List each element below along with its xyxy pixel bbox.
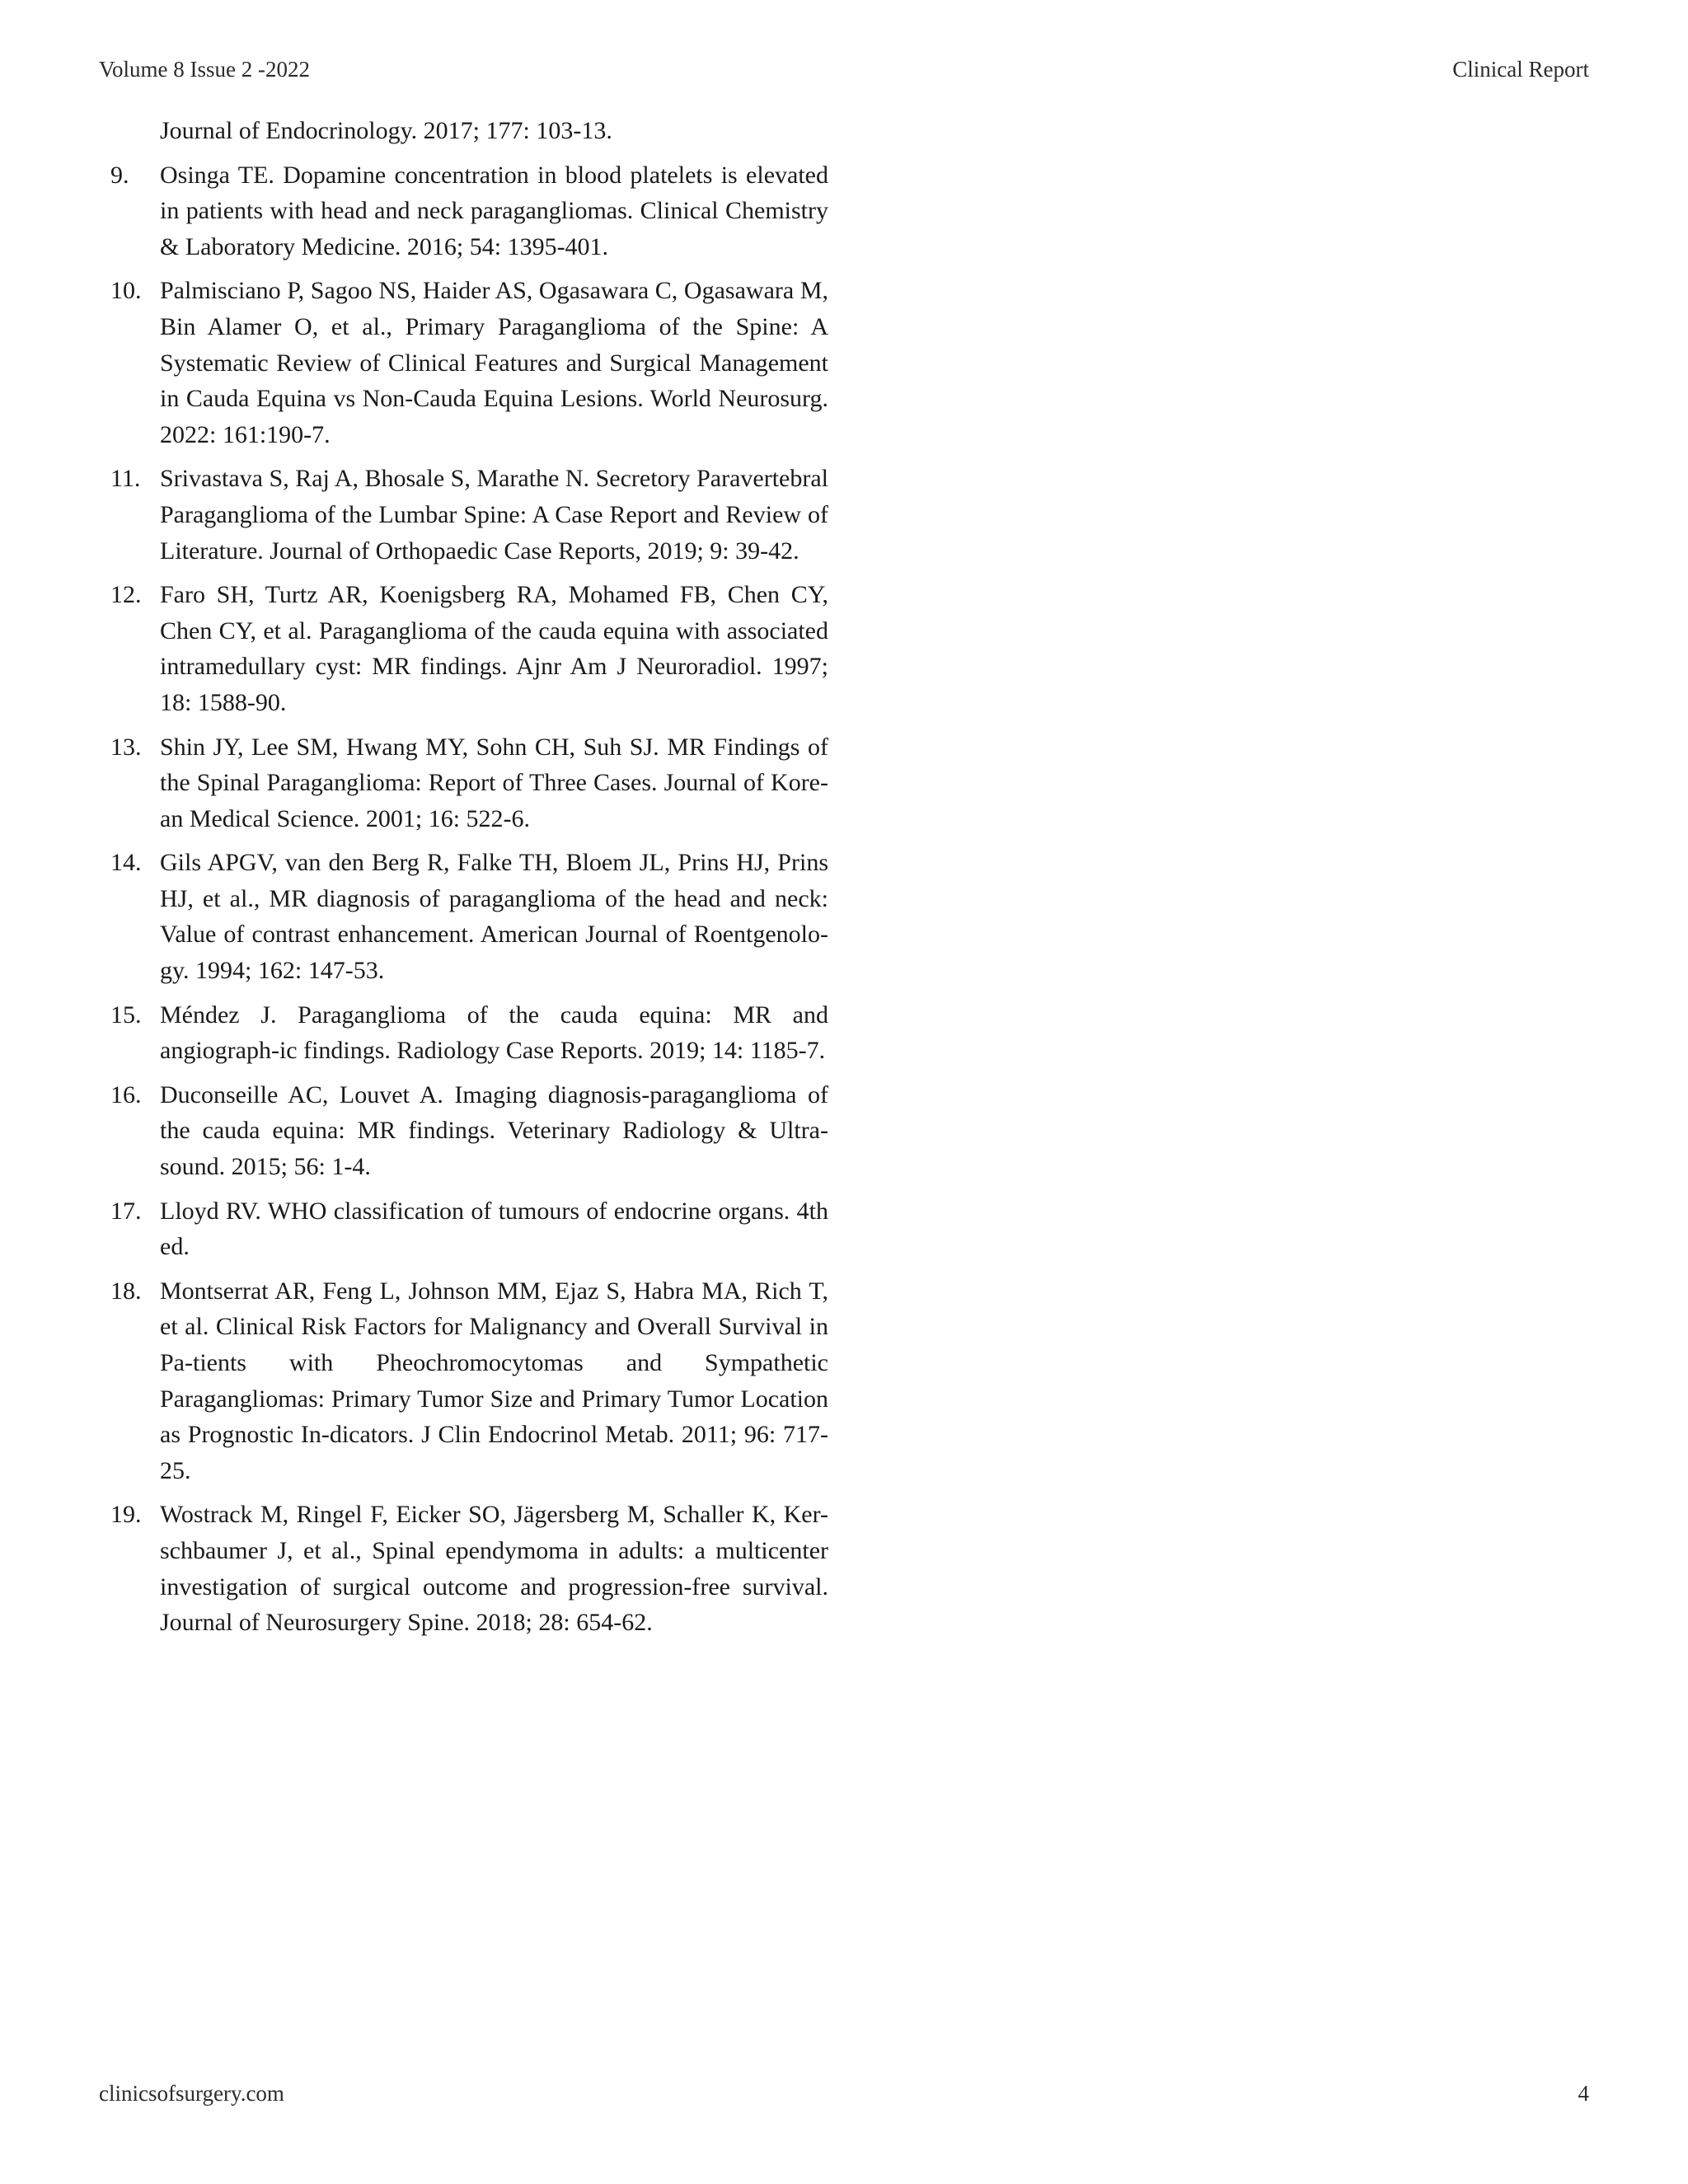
reference-item	[110, 729, 828, 837]
reference-text: Faro SH, Turtz AR, Koenigsberg RA, Mohamed FB, Chen CY, Chen CY, et al. Paraganglioma of the cauda equina with associated intramedullary cyst: MR findings. Ajnr Am J Neuroradiol. 1997; 18: 1588-90.	[160, 581, 828, 716]
reference-number: 11.	[110, 465, 141, 493]
reference-item	[110, 997, 828, 1069]
running-header-volume: Volume 8 Issue 2 -2022	[99, 57, 310, 82]
reference-text: Journal of Endocrinology. 2017; 177: 103-13.	[160, 117, 612, 144]
reference-text: Palmisciano P, Sagoo NS, Haider AS, Ogasawara C, Ogasawara M, Bin Alamer O, et al., Primary Paraganglioma of the Spine: A Systematic Review of Clinical Features and Surgical Management in Cauda Equina vs Non-Cauda Equina Lesions. World Neurosurg. 2022: 161:190-7.	[160, 277, 828, 448]
reference-item	[110, 577, 828, 720]
reference-text: Lloyd RV. WHO classification of tumours of endocrine organs. 4th ed.	[160, 1197, 828, 1261]
reference-number: 10.	[110, 277, 142, 305]
reference-text: Shin JY, Lee SM, Hwang MY, Sohn CH, Suh SJ. MR Findings of the Spinal Paraganglioma: Report of Three Cases. Journal of Kore-an Medical Science. 2001; 16: 522-6.	[160, 733, 828, 832]
reference-text: Duconseille AC, Louvet A. Imaging diagnosis-paraganglioma of the cauda equina: MR findings. Veterinary Radiology & Ultra-sound. 2015; 56: 1-4.	[160, 1080, 828, 1181]
reference-text: Gils APGV, van den Berg R, Falke TH, Bloem JL, Prins HJ, Prins HJ, et al., MR diagnosis of paraganglioma of the head and neck: Value of contrast enhancement. American Journal of Roentgenolo-gy. 1994; 162: 147-53.	[160, 849, 828, 985]
reference-number: 12.	[110, 581, 142, 609]
reference-number: 9.	[110, 161, 129, 189]
reference-number: 17.	[110, 1197, 142, 1225]
reference-text: Méndez J. Paraganglioma of the cauda equina: MR and angiograph-ic findings. Radiology Case Reports. 2019; 14: 1185-7.	[160, 1001, 828, 1065]
running-header-article-type: Clinical Report	[1452, 57, 1589, 82]
reference-number: 19.	[110, 1501, 142, 1529]
reference-number: 16.	[110, 1080, 142, 1108]
page-number: 4	[1578, 2081, 1589, 2106]
reference-number: 15.	[110, 1001, 142, 1029]
reference-continuation	[110, 113, 828, 149]
reference-list	[110, 113, 828, 1649]
reference-number: 18.	[110, 1277, 142, 1305]
reference-item	[110, 1497, 828, 1640]
reference-item	[110, 273, 828, 452]
reference-text: Wostrack M, Ringel F, Eicker SO, Jägersberg M, Schaller K, Ker-schbaumer J, et al., Spinal ependymoma in adults: a multicenter investigation of surgical outcome and progression-free survival. Journal of Neurosurgery Spine. 2018; 28: 654-62.	[160, 1501, 828, 1637]
reference-item	[110, 1273, 828, 1489]
reference-number: 14.	[110, 849, 142, 877]
reference-text: Osinga TE. Dopamine concentration in blood platelets is elevated in patients with head and neck paragangliomas. Clinical Chemistry & Laboratory Medicine. 2016; 54: 1395-401.	[160, 161, 828, 260]
reference-item	[110, 1077, 828, 1185]
reference-number: 13.	[110, 733, 142, 761]
reference-item	[110, 1193, 828, 1265]
reference-item	[110, 157, 828, 265]
reference-text: Srivastava S, Raj A, Bhosale S, Marathe N. Secretory Paravertebral Paraganglioma of the Lumbar Spine: A Case Report and Review of Literature. Journal of Orthopaedic Case Reports, 2019; 9: 39-42.	[160, 465, 828, 565]
footer-website: clinicsofsurgery.com	[99, 2081, 284, 2106]
reference-text: Montserrat AR, Feng L, Johnson MM, Ejaz S, Habra MA, Rich T, et al. Clinical Risk Factors for Malignancy and Overall Survival in Pa-tients with Pheochromocytomas and Sympathetic Paragangliomas: Primary Tumor Size and Primary Tumor Location as Prognostic In-dicators. J Clin Endocrinol Metab. 2011; 96: 717-25.	[160, 1277, 828, 1484]
reference-item	[110, 845, 828, 988]
reference-item	[110, 461, 828, 569]
